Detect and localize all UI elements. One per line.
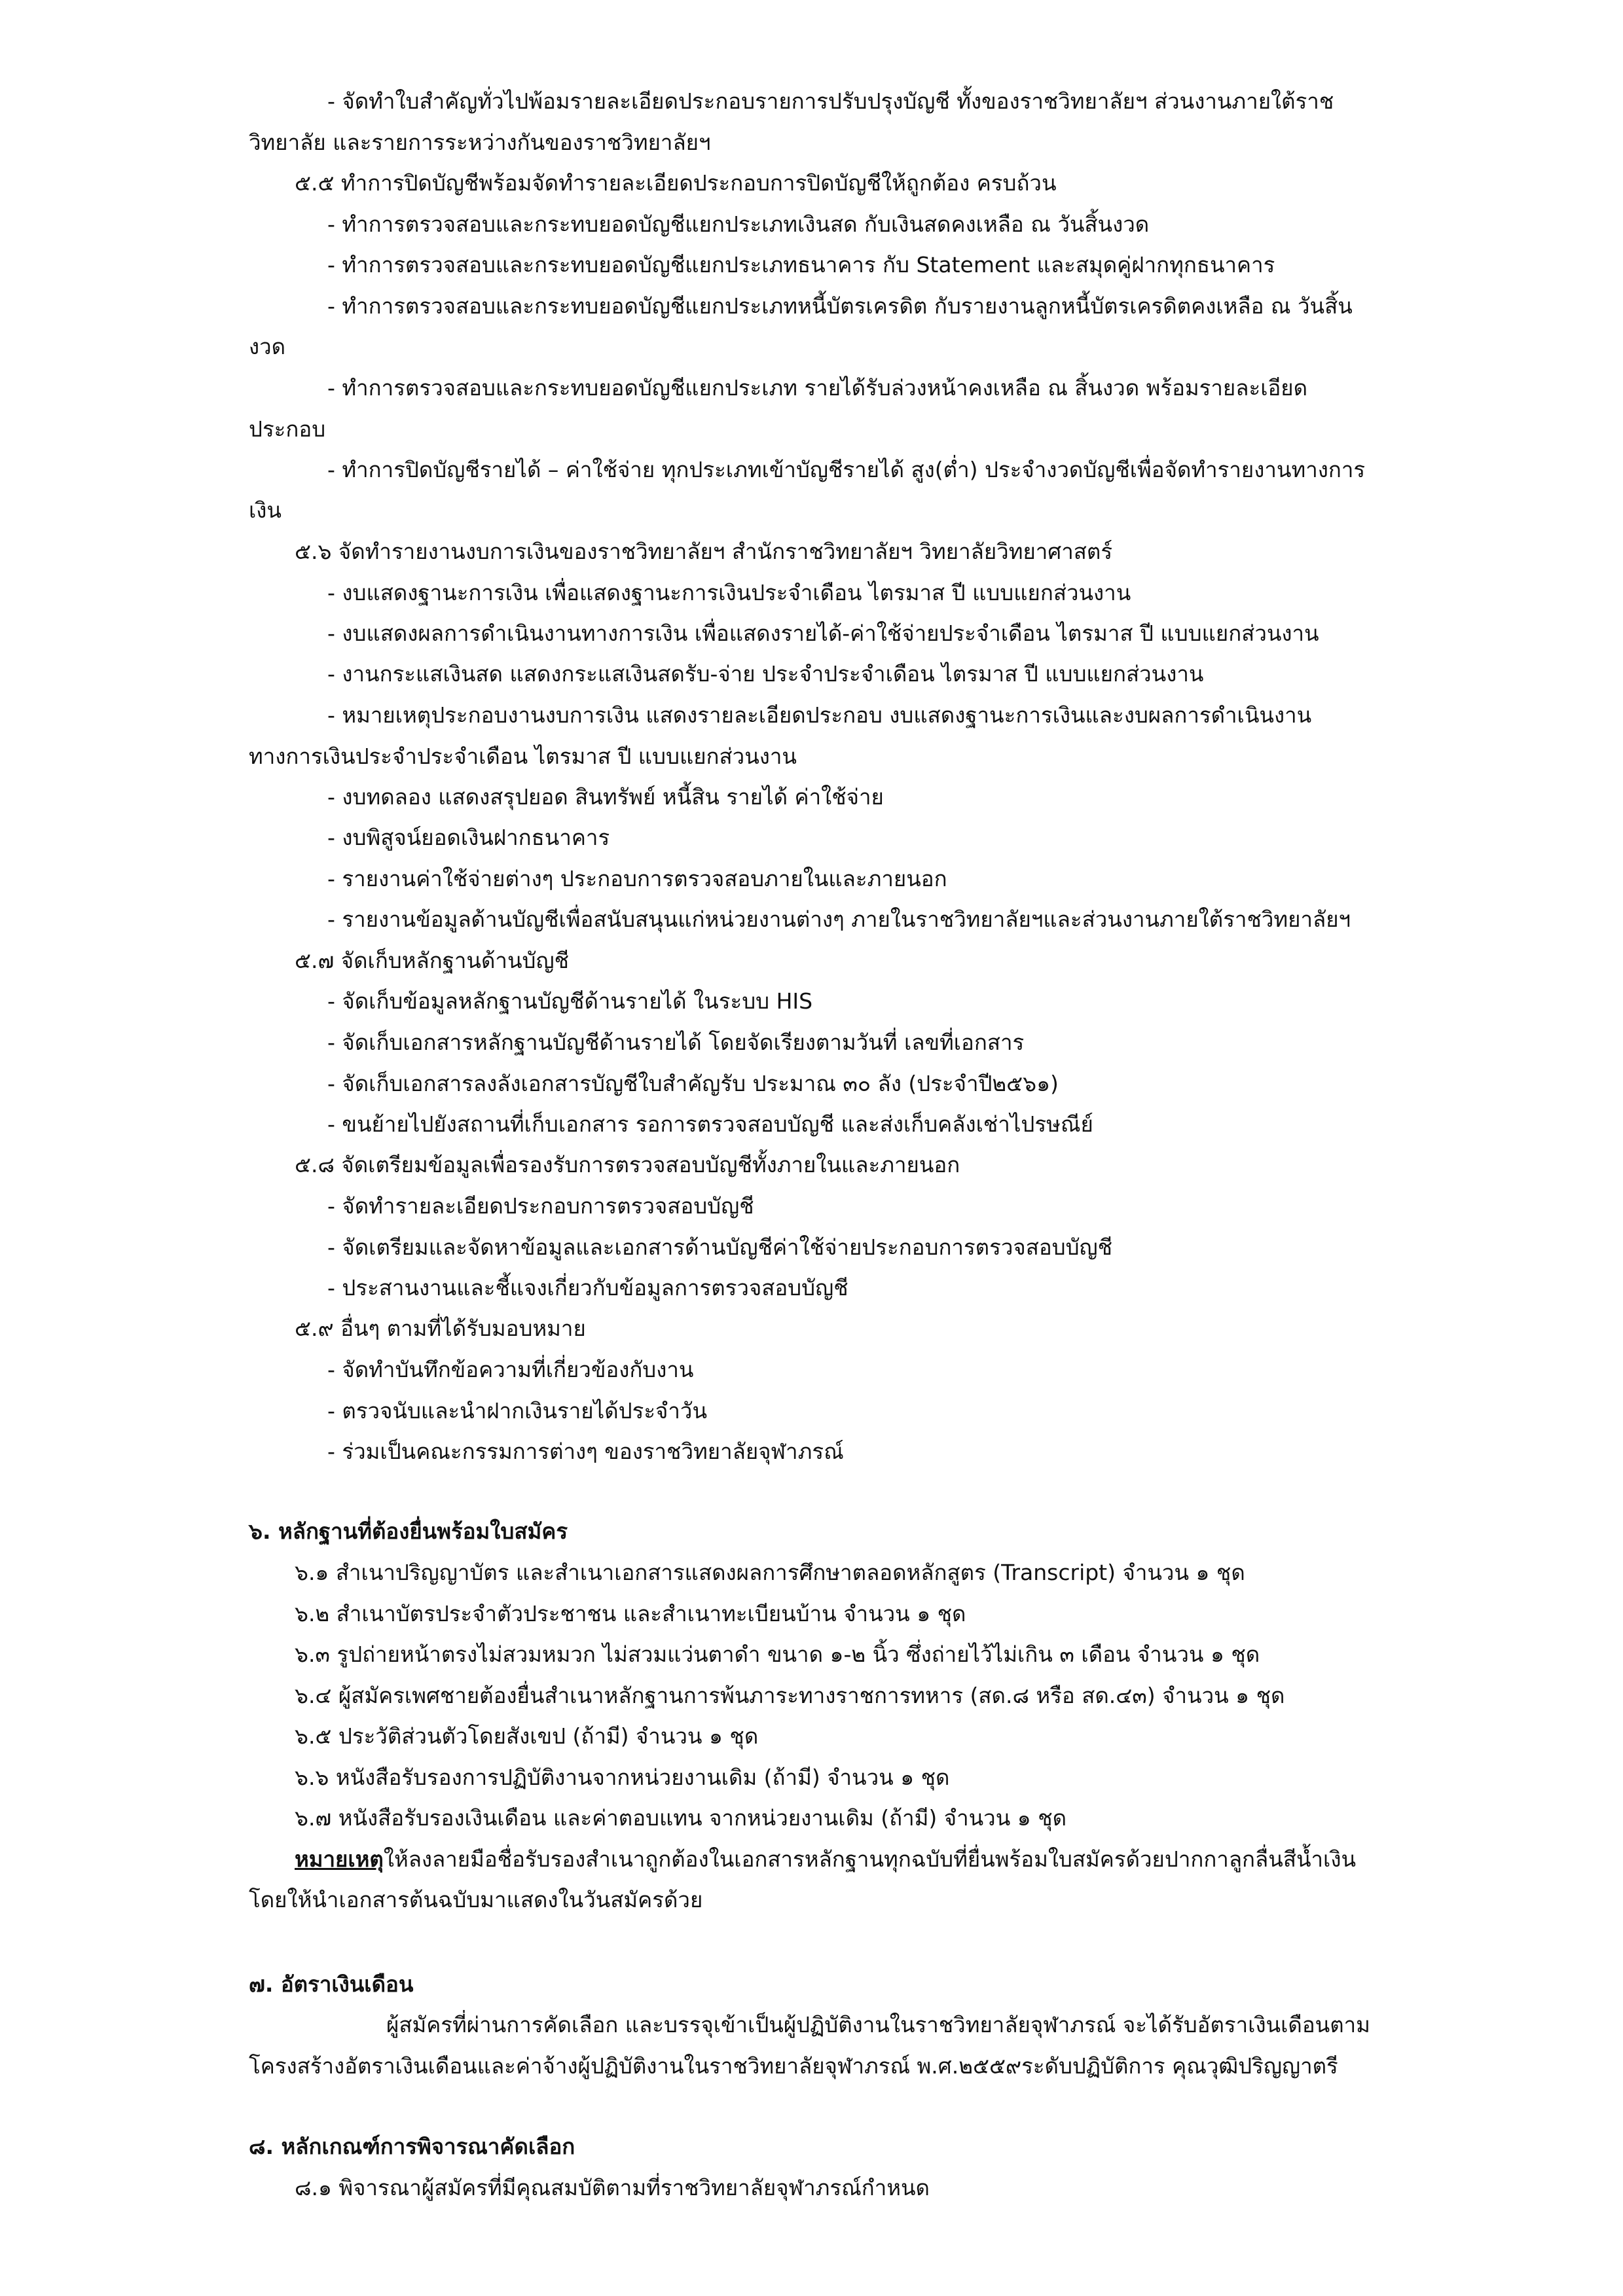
continuation-line: งวด xyxy=(249,334,286,359)
bullet-item: - งบแสดงผลการดำเนินงานทางการเงิน เพื่อแสดงรายได้-ค่าใช้จ่ายประจำเดือน ไตรมาส ปี แบบแยกส่วนงาน xyxy=(327,620,1319,646)
continuation-line: ทางการเงินประจำประจำเดือน ไตรมาส ปี แบบแยกส่วนงาน xyxy=(249,744,797,769)
bullet-item: - จัดเตรียมและจัดหาข้อมูลและเอกสารด้านบัญชีค่าใช้จ่ายประกอบการตรวจสอบบัญชี xyxy=(327,1234,1113,1260)
bullet-item: - ทำการตรวจสอบและกระทบยอดบัญชีแยกประเภทธนาคาร กับ Statement และสมุดคู่ฝากทุกธนาคาร xyxy=(327,252,1275,278)
continuation-line: เงิน xyxy=(249,497,282,523)
bullet-item: - ทำการปิดบัญชีรายได้ – ค่าใช้จ่าย ทุกประเภทเข้าบัญชีรายได้ สูง(ต่ำ) ประจำงวดบัญชีเพื่อจัดทำรายงานทางการ xyxy=(327,457,1366,482)
bullet-item: - งบแสดงฐานะการเงิน เพื่อแสดงฐานะการเงินประจำเดือน ไตรมาส ปี แบบแยกส่วนงาน xyxy=(327,580,1131,605)
subsection-line: ๘.๑ พิจารณาผู้สมัครที่มีคุณสมบัติตามที่ราชวิทยาลัยจุฬาภรณ์กำหนด xyxy=(295,2175,930,2200)
subsection-line: ๖.๖ หนังสือรับรองการปฏิบัติงานจากหน่วยงานเดิม (ถ้ามี) จำนวน ๑ ชุด xyxy=(295,1765,950,1790)
subsection-line: ๖.๗ หนังสือรับรองเงินเดือน และค่าตอบแทน จากหน่วยงานเดิม (ถ้ามี) จำนวน ๑ ชุด xyxy=(295,1805,1067,1831)
subsection-line: ๖.๔ ผู้สมัครเพศชายต้องยื่นสำเนาหลักฐานการพ้นภาระทางราชการทหาร (สด.๘ หรือ สด.๔๓) จำนวน ๑ ชุด xyxy=(295,1683,1285,1708)
continuation-line: โดยให้นำเอกสารต้นฉบับมาแสดงในวันสมัครด้วย xyxy=(249,1887,703,1912)
section-heading: ๖. หลักฐานที่ต้องยื่นพร้อมใบสมัคร xyxy=(249,1518,568,1544)
bullet-item: - ร่วมเป็นคณะกรรมการต่างๆ ของราชวิทยาลัยจุฬาภรณ์ xyxy=(327,1439,844,1464)
subsection-line: ๕.๙ อื่นๆ ตามที่ได้รับมอบหมาย xyxy=(295,1316,586,1341)
bullet-item: - งบพิสูจน์ยอดเงินฝากธนาคาร xyxy=(327,825,610,850)
subsection-line: ๖.๒ สำเนาบัตรประจำตัวประชาชน และสำเนาทะเบียนบ้าน จำนวน ๑ ชุด xyxy=(295,1601,966,1626)
section-heading: ๘. หลักเกณฑ์การพิจารณาคัดเลือก xyxy=(249,2134,575,2159)
bullet-item: - จัดทำรายละเอียดประกอบการตรวจสอบบัญชี xyxy=(327,1193,754,1219)
subsection-line: ๕.๗ จัดเก็บหลักฐานด้านบัญชี xyxy=(295,948,569,973)
continuation-line: วิทยาลัย และรายการระหว่างกันของราชวิทยาลัยฯ xyxy=(249,130,711,155)
bullet-item: - ทำการตรวจสอบและกระทบยอดบัญชีแยกประเภท รายได้รับล่วงหน้าคงเหลือ ณ สิ้นงวด พร้อมรายละเอียด xyxy=(327,375,1308,401)
bullet-item: - หมายเหตุประกอบงานงบการเงิน แสดงรายละเอียดประกอบ งบแสดงฐานะการเงินและงบผลการดำเนินงาน xyxy=(327,702,1312,728)
bullet-item: - จัดเก็บเอกสารลงลังเอกสารบัญชีใบสำคัญรับ ประมาณ ๓๐ ลัง (ประจำปี๒๕๖๑) xyxy=(327,1071,1059,1096)
subsection-line: ๕.๘ จัดเตรียมข้อมูลเพื่อรองรับการตรวจสอบบัญชีทั้งภายในและภายนอก xyxy=(295,1152,960,1177)
bullet-item: - ขนย้ายไปยังสถานที่เก็บเอกสาร รอการตรวจสอบบัญชี และส่งเก็บคลังเช่าไปรษณีย์ xyxy=(327,1111,1093,1137)
subsection-line: ๕.๕ ทำการปิดบัญชีพร้อมจัดทำรายละเอียดประกอบการปิดบัญชีให้ถูกต้อง ครบถ้วน xyxy=(295,170,1057,196)
paragraph-line: ผู้สมัครที่ผ่านการคัดเลือก และบรรจุเข้าเป็นผู้ปฏิบัติงานในราชวิทยาลัยจุฬาภรณ์ จะได้รับอัตราเงินเดือนตาม xyxy=(386,2012,1370,2037)
bullet-item: - ทำการตรวจสอบและกระทบยอดบัญชีแยกประเภทเงินสด กับเงินสดคงเหลือ ณ วันสิ้นงวด xyxy=(327,211,1150,237)
bullet-item: - จัดเก็บข้อมูลหลักฐานบัญชีด้านรายได้ ในระบบ HIS xyxy=(327,988,813,1014)
subsection-line: ๖.๑ สำเนาปริญญาบัตร และสำเนาเอกสารแสดงผลการศึกษาตลอดหลักสูตร (Transcript) จำนวน ๑ ชุด xyxy=(295,1560,1245,1585)
bullet-item: - รายงานข้อมูลด้านบัญชีเพื่อสนับสนุนแก่หน่วยงานต่างๆ ภายในราชวิทยาลัยฯและส่วนงานภายใต้ราชวิทยาลัยฯ xyxy=(327,906,1351,932)
bullet-item: - ประสานงานและชี้แจงเกี่ยวกับข้อมูลการตรวจสอบบัญชี xyxy=(327,1275,848,1300)
subsection-line: ๖.๓ รูปถ่ายหน้าตรงไม่สวมหมวก ไม่สวมแว่นตาดำ ขนาด ๑-๒ นิ้ว ซึ่งถ่ายไว้ไม่เกิน ๓ เดือน จำนวน ๑ ชุด xyxy=(295,1641,1260,1667)
bullet-item: - รายงานค่าใช้จ่ายต่างๆ ประกอบการตรวจสอบภายในและภายนอก xyxy=(327,866,947,891)
note-line xyxy=(295,1840,1356,1879)
section-heading: ๗. อัตราเงินเดือน xyxy=(249,1971,414,1997)
bullet-item: - ตรวจนับและนำฝากเงินรายได้ประจำวัน xyxy=(327,1398,707,1424)
bullet-item: - จัดเก็บเอกสารหลักฐานบัญชีด้านรายได้ โดยจัดเรียงตามวันที่ เลขที่เอกสาร xyxy=(327,1030,1025,1055)
subsection-line: ๖.๕ ประวัติส่วนตัวโดยสังเขป (ถ้ามี) จำนวน ๑ ชุด xyxy=(295,1723,759,1749)
bullet-item: - จัดทำบันทึกข้อความที่เกี่ยวข้องกับงาน xyxy=(327,1357,694,1382)
bullet-item: - จัดทำใบสำคัญทั่วไปพ้อมรายละเอียดประกอบรายการปรับปรุงบัญชี ทั้งของราชวิทยาลัยฯ ส่วนงานภายใต้ราช xyxy=(327,88,1334,114)
bullet-item: - ทำการตรวจสอบและกระทบยอดบัญชีแยกประเภทหนี้บัตรเครดิต กับรายงานลูกหนี้บัตรเครดิตคงเหลือ ณ วันสิ้น xyxy=(327,293,1353,319)
bullet-item: - งานกระแสเงินสด แสดงกระแสเงินสดรับ-จ่าย ประจำประจำเดือน ไตรมาส ปี แบบแยกส่วนงาน xyxy=(327,661,1204,687)
note-label: หมายเหตุ xyxy=(295,1846,384,1872)
continuation-line: ประกอบ xyxy=(249,416,326,442)
bullet-item: - งบทดลอง แสดงสรุปยอด สินทรัพย์ หนี้สิน รายได้ ค่าใช้จ่าย xyxy=(327,784,884,810)
note-text: ให้ลงลายมือชื่อรับรองสำเนาถูกต้องในเอกสารหลักฐานทุกฉบับที่ยื่นพร้อมใบสมัครด้วยปากกาลูกลื่นสีน้ำเงิน xyxy=(383,1846,1357,1872)
continuation-line: โครงสร้างอัตราเงินเดือนและค่าจ้างผู้ปฏิบัติงานในราชวิทยาลัยจุฬาภรณ์ พ.ศ.๒๕๕๙ระดับปฏิบัติการ คุณวุฒิปริญญาตรี xyxy=(249,2053,1338,2079)
subsection-line: ๕.๖ จัดทำรายงานงบการเงินของราชวิทยาลัยฯ สำนักราชวิทยาลัยฯ วิทยาลัยวิทยาศาสตร์ xyxy=(295,539,1113,564)
